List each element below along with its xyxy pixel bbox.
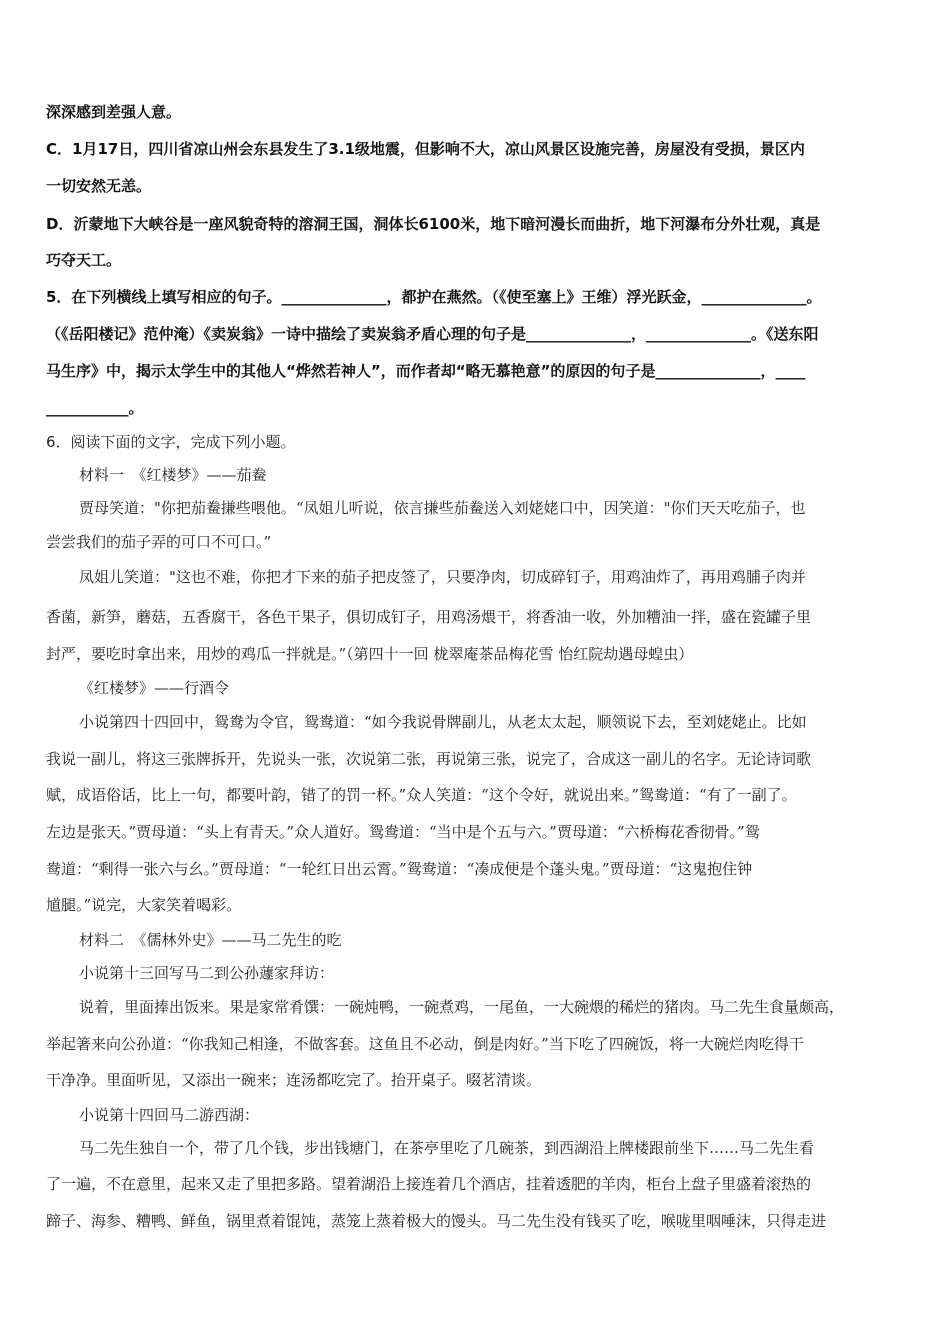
passage-line: 了一遍，不在意里，起来又走了里把多路。望着湖沿上接连着几个酒店，挂着透肥的羊肉，柜台上盘子里盛着滚热的: [46, 1175, 812, 1193]
text-line-option-c: C．1月17日，四川省凉山州会东县发生了3.1级地震，但影响不大，凉山风景区设施完善，房屋没有受损，景区内: [46, 140, 805, 158]
question-5-line-1: 5．在下列横线上填写相应的句子。______________，都护在燕然。（《使至塞上》王维）浮光跃金，______________。: [46, 288, 822, 306]
question-5-line-3: 马生序》中，揭示太学生中的其他人“烨然若神人”，而作者却“略无慕艳意”的原因的句子是______________，____: [46, 362, 806, 380]
passage-line: 干净净。里面听见，又添出一碗来；连汤都吃完了。抬开桌子。啜茗清谈。: [46, 1071, 542, 1089]
passage-line: 小说第十四回马二游西湖：: [79, 1106, 260, 1124]
passage-line: 赋，成语俗话，比上一句，都要叶韵，错了的罚一杯。”众人笑道：“这个令好，就说出来。”鸳鸯道：“有了一副了。: [46, 786, 797, 804]
passage-line: 香菌，新笋，蘑菇，五香腐干，各色干果子，俱切成钉子，用鸡汤煨干，将香油一收，外加糟油一拌，盛在瓷罐子里: [46, 608, 812, 626]
passage-line: 我说一副儿，将这三张牌拆开，先说头一张，次说第二张，再说第三张，说完了，合成这一副儿的名字。无论诗词歌: [46, 750, 812, 768]
question-5-line-4: ___________。: [46, 399, 144, 417]
material-1-title: 材料一 《红楼梦》——茄鲞: [79, 466, 267, 484]
material-1-subtitle: 《红楼梦》——行酒令: [79, 679, 230, 697]
passage-line: 举起箸来向公孙道：“你我知己相逢，不做客套。这鱼且不必动，倒是肉好。”当下吃了四碗饭，将一大碗烂肉吃得干: [46, 1035, 804, 1053]
passage-line: 小说第四十四回中，鸳鸯为令官，鸳鸯道：“如今我说骨牌副儿，从老太太起，顺领说下去，至刘姥姥止。比如: [79, 713, 807, 731]
passage-line: 凤姐儿笑道："这也不难，你把才下来的茄子把皮签了，只要净肉，切成碎钉子，用鸡油炸了，再用鸡脯子肉并: [79, 568, 806, 586]
material-2-title: 材料二 《儒林外史》——马二先生的吃: [79, 931, 342, 949]
question-6-heading: 6．阅读下面的文字，完成下列小题。: [46, 433, 296, 451]
text-line-option-d-cont: 巧夺天工。: [46, 251, 122, 269]
passage-line: 贾母笑道："你把茄鲞搛些喂他。“凤姐儿听说，依言搛些茄鲞送入刘姥姥口中，因笑道："你们天天吃茄子，也: [79, 499, 806, 517]
passage-line: 马二先生独自一个，带了几个钱，步出钱塘门，在茶亭里吃了几碗茶，到西湖沿上牌楼跟前坐下……马二先生看: [79, 1139, 815, 1157]
passage-line: 馗腿。”说完，大家笑着喝彩。: [46, 896, 242, 914]
passage-line: 小说第十三回写马二到公孙蘧家拜访：: [79, 964, 335, 982]
passage-line: 鸯道：“剩得一张六与幺。”贾母道：“一轮红日出云霄。”鸳鸯道：“凑成便是个蓬头鬼。”贾母道：“这鬼抱住钟: [46, 860, 753, 878]
passage-line: 左边是张天。”贾母道：“头上有青天。”众人道好。鸳鸯道：“当中是个五与六。”贾母道：“六桥梅花香彻骨。”鸳: [46, 823, 760, 841]
text-line-option-d: D．沂蒙地下大峡谷是一座风貌奇特的溶洞王国，洞体长6100米，地下暗河漫长而曲折，地下河瀑布分外壮观，真是: [46, 215, 821, 233]
passage-line: 蹄子、海参、糟鸭、鲜鱼，锅里煮着馄饨，蒸笼上蒸着极大的馒头。马二先生没有钱买了吃，喉咙里咽唾沫，只得走进: [46, 1212, 827, 1230]
passage-line: 说着，里面捧出饭来。果是家常肴馔：一碗炖鸭，一碗煮鸡，一尾鱼，一大碗煨的稀烂的猪肉。马二先生食量颇高，: [79, 998, 845, 1016]
passage-line: 封严，要吃时拿出来，用炒的鸡瓜一拌就是。”（第四十一回 栊翠庵茶品梅花雪 怡红院劫遇母蝗虫）: [46, 645, 694, 663]
passage-line: 尝尝我们的茄子弄的可口不可口。”: [46, 533, 272, 551]
question-5-line-2: （《岳阳楼记》范仲淹）《卖炭翁》一诗中描绘了卖炭翁矛盾心理的句子是______________，______________。《送东阳: [46, 325, 819, 343]
text-line-option-b-end: 深深感到差强人意。: [46, 103, 182, 121]
text-line-option-c-cont: 一切安然无恙。: [46, 177, 152, 195]
